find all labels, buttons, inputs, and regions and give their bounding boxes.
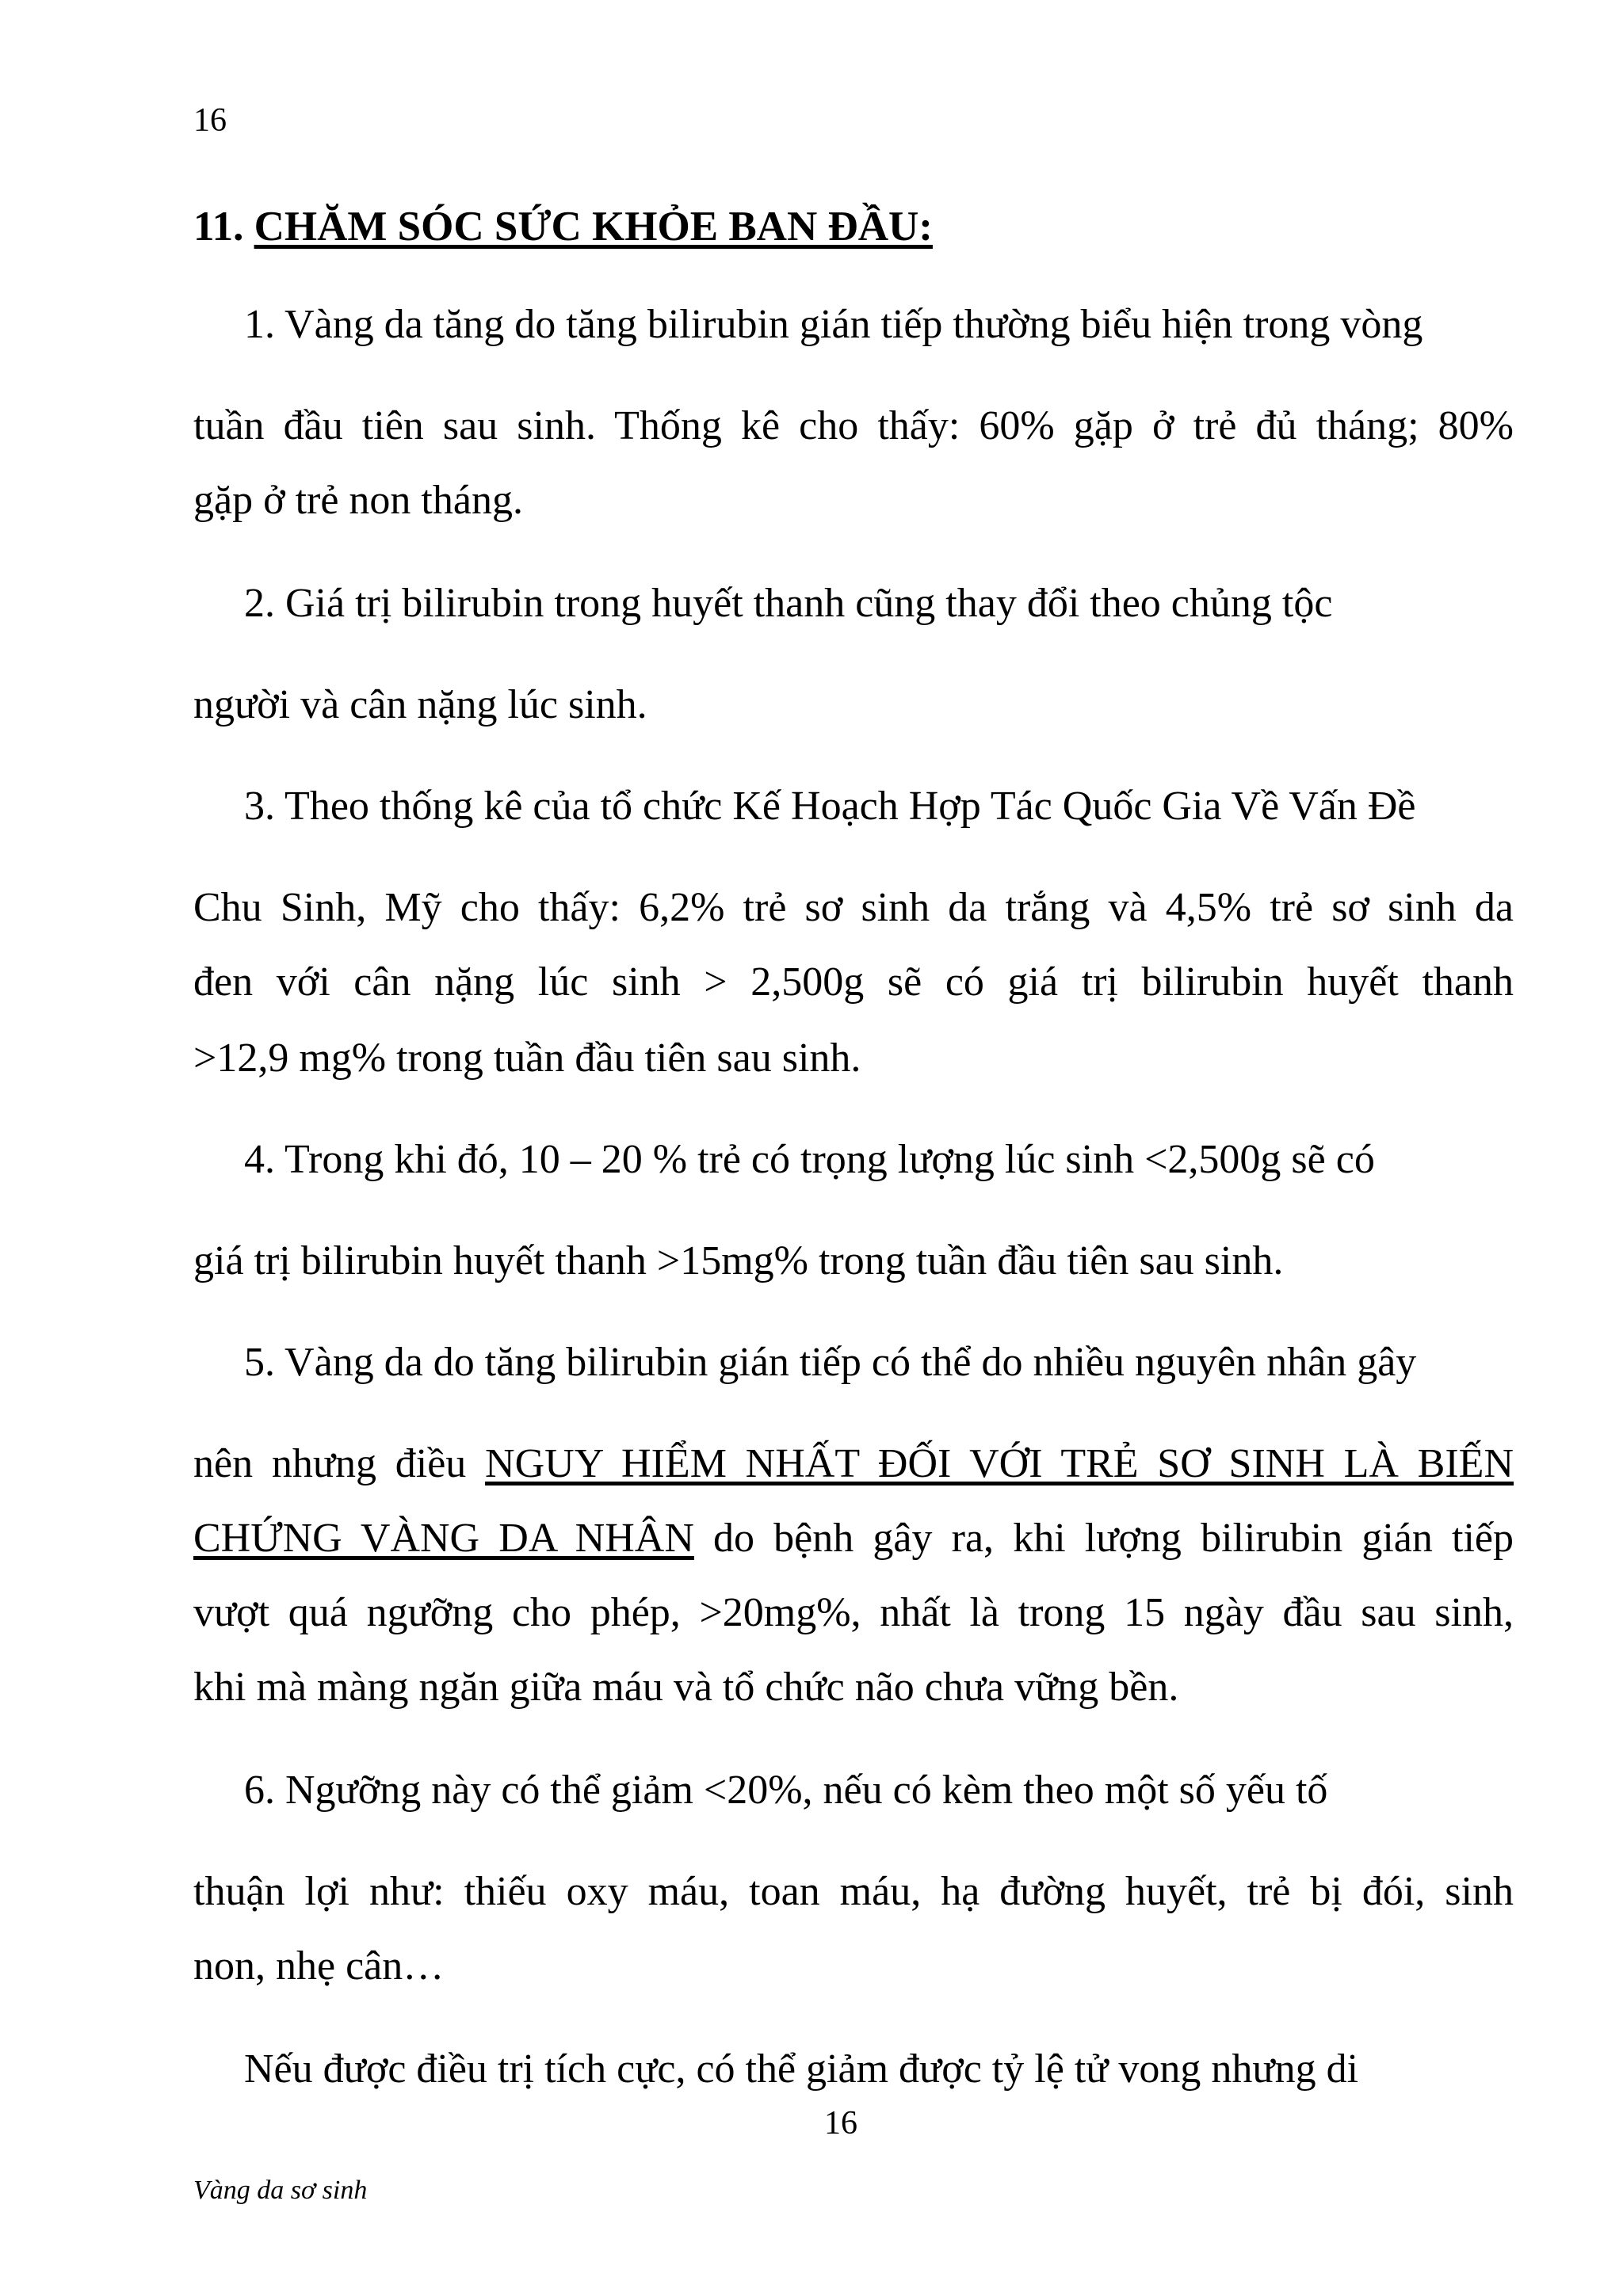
paragraph-7-line-1: Nếu được điều trị tích cực, có thể giảm được tỷ lệ tử vong nhưng di (244, 2046, 1359, 2092)
footer-page-number: 16 (824, 2105, 857, 2142)
paragraph-3-line-4: >12,9 mg% trong tuần đầu tiên sau sinh. (193, 1035, 861, 1081)
paragraph-5-line-5: khi mà màng ngăn giữa máu và tổ chức não chưa vững bền. (193, 1665, 1179, 1710)
section-heading (193, 203, 933, 250)
section-number: 11. (193, 204, 244, 250)
paragraph-5-line-1: 5. Vàng da do tăng bilirubin gián tiếp có thể do nhiều nguyên nhân gây (244, 1340, 1417, 1385)
paragraph-5-line-2 (193, 1441, 1514, 1486)
paragraph-3-line-1: 3. Theo thống kê của tổ chức Kế Hoạch Hợp Tác Quốc Gia Về Vấn Đề (244, 784, 1416, 829)
paragraph-2-line-2: người và cân nặng lúc sinh. (193, 682, 647, 727)
paragraph-4-line-2: giá trị bilirubin huyết thanh >15mg% trong tuần đầu tiên sau sinh. (193, 1238, 1284, 1283)
paragraph-5-line-2-text: nên nhưng điều (193, 1441, 486, 1486)
paragraph-4-line-1: 4. Trong khi đó, 10 – 20 % trẻ có trọng lượng lúc sinh <2,500g sẽ có (244, 1137, 1375, 1182)
paragraph-2-line-1: 2. Giá trị bilirubin trong huyết thanh cũng thay đổi theo chủng tộc (244, 581, 1333, 626)
paragraph-1-line-3: gặp ở trẻ non tháng. (193, 478, 523, 523)
paragraph-5-line-3 (193, 1518, 1514, 1559)
paragraph-3-line-3: đen với cân nặng lúc sinh > 2,500g sẽ có giá trị bilirubin huyết thanh (193, 959, 1514, 1005)
paragraph-6-line-2: thuận lợi như: thiếu oxy máu, toan máu, hạ đường huyết, trẻ bị đói, sinh (193, 1869, 1514, 1914)
emphasis-warning-part-2: CHỨNG VÀNG DA NHÂN (193, 1516, 694, 1561)
paragraph-6-line-1: 6. Ngưỡng này có thể giảm <20%, nếu có kèm theo một số yếu tố (244, 1768, 1328, 1813)
paragraph-6-line-3: non, nhẹ cân… (193, 1943, 445, 1989)
paragraph-5-line-3-text: do bệnh gây ra, khi lượng bilirubin gián tiếp (693, 1516, 1514, 1561)
paragraph-3-line-2: Chu Sinh, Mỹ cho thấy: 6,2% trẻ sơ sinh da trắng và 4,5% trẻ sơ sinh da (193, 885, 1514, 930)
paragraph-5-line-4: vượt quá ngưỡng cho phép, >20mg%, nhất là trong 15 ngày đầu sau sinh, (193, 1590, 1514, 1635)
header-page-number: 16 (193, 102, 227, 139)
paragraph-1-line-1: 1. Vàng da tăng do tăng bilirubin gián tiếp thường biểu hiện trong vòng (244, 302, 1423, 347)
footer-document-title: Vàng da sơ sinh (193, 2176, 368, 2205)
emphasis-warning-part-1: NGUY HIỂM NHẤT ĐỐI VỚI TRẺ SƠ SINH LÀ BIẾN (485, 1441, 1514, 1486)
section-title: CHĂM SÓC SỨC KHỎE BAN ĐẦU: (254, 204, 933, 250)
paragraph-1-line-2: tuần đầu tiên sau sinh. Thống kê cho thấy: 60% gặp ở trẻ đủ tháng; 80% (193, 403, 1514, 448)
